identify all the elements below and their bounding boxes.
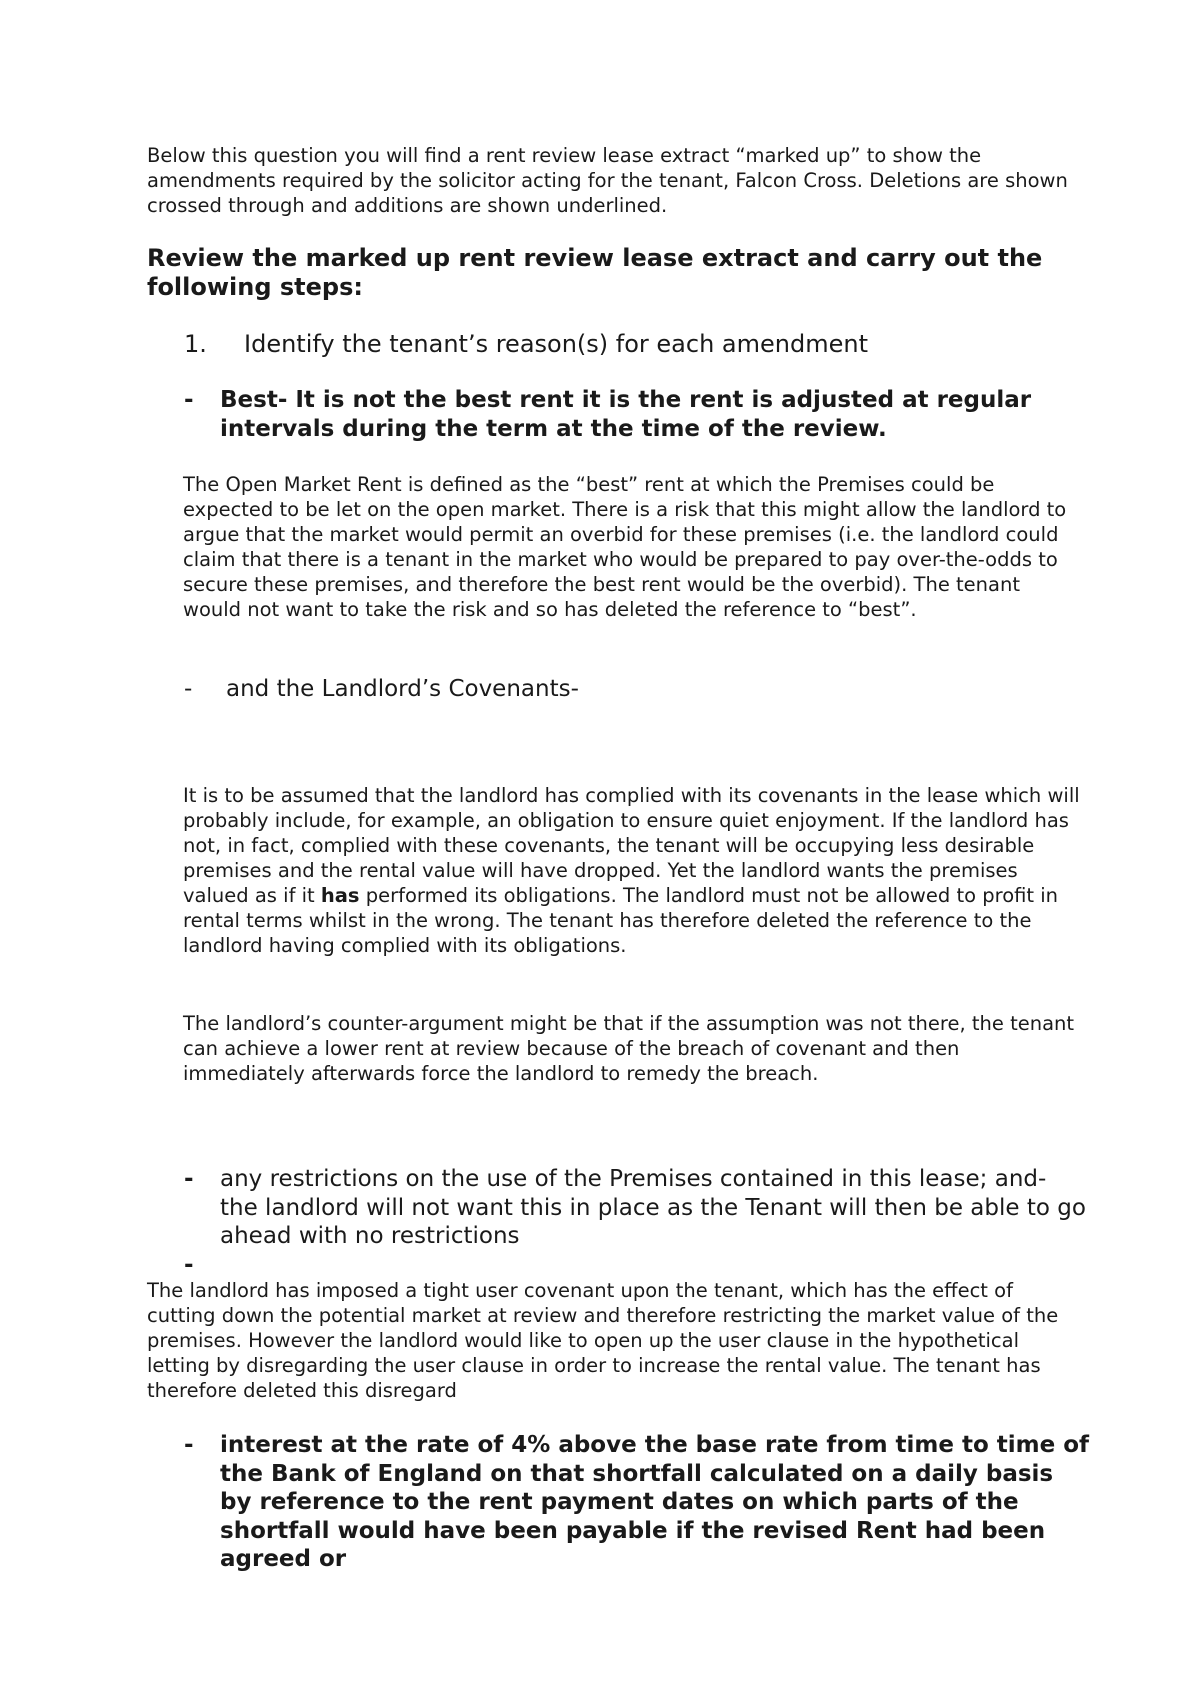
bullet-text: interest at the rate of 4% above the base rate from time to time of the Bank of England on that shortfall calculated on a daily basis by reference to the rent payment dates on which parts of the shortfall would have been payable if the revised Rent had been agreed or [220,1432,1090,1572]
task-heading: Review the marked up rent review lease extract and carry out the following steps: [147,244,1043,301]
counter-argument-paragraph: The landlord’s counter-argument might be that if the assumption was not there, the tenant can achieve a lower rent at review because of the breach of covenant and then immediately afterwards force the landlord to remedy the breach. [183,1012,1075,1085]
intro-paragraph: Below this question you will find a rent review lease extract “marked up” to show the amendments required by the solicitor acting for the tenant, Falcon Cross. Deletions are shown crossed through and additions are shown underlined. [147,144,1068,217]
bullet-dash: - [184,387,194,413]
covenants-text-part1: It is to be assumed that the landlord has complied with its covenants in the lease which will probably include, for example, an obligation to ensure quiet enjoyment. If the landlord has not, in fact, complied with these covenants, the tenant will be occupying less desirable premises and the rental value will have dropped. Yet the landlord wants the premises valued as if it [183,784,1080,907]
bullet-text: and the Landlord’s Covenants- [226,676,579,702]
covenants-emphasis: has [320,884,360,907]
bullet-text: Best- It is not the best rent it is the rent is adjusted at regular intervals during the term at the time of the review. [220,387,1032,442]
step-item [184,329,868,359]
step-number: 1. [184,330,207,358]
bullet-dash: - [184,1432,194,1458]
user-covenant-paragraph: The landlord has imposed a tight user covenant upon the tenant, which has the effect of cutting down the potential market at review and therefore restricting the market value of the premises. However the landlord would like to open up the user clause in the hypothetical letting by disregarding the user clause in order to increase the rental value. The tenant has therefore deleted this disregard [147,1279,1059,1402]
bullet-text: any restrictions on the use of the Premises contained in this lease; and- the landlord will not want this in place as the Tenant will then be able to go ahead with no restrictions [220,1166,1086,1249]
covenants-paragraph [183,783,1083,958]
bullet-dash: - [184,1166,194,1192]
empty-bullet-dash: - [184,1252,194,1278]
best-explanation-paragraph: The Open Market Rent is defined as the “best” rent at which the Premises could be expected to be let on the open market. There is a risk that this might allow the landlord to argue that the market would permit an overbid for these premises (i.e. the landlord could claim that there is a tenant in the market who would be prepared to pay over-the-odds to secure these premises, and therefore the best rent would be the overbid). The tenant would not want to take the risk and so has deleted the reference to “best”. [183,473,1067,621]
bullet-dash: - [184,676,193,702]
covenants-text-part2: performed its obligations. The landlord must not be allowed to profit in rental terms whilst in the wrong. The tenant has therefore deleted the reference to the landlord having complied with its obligations. [183,884,1059,957]
step-text: Identify the tenant’s reason(s) for each amendment [244,330,868,358]
